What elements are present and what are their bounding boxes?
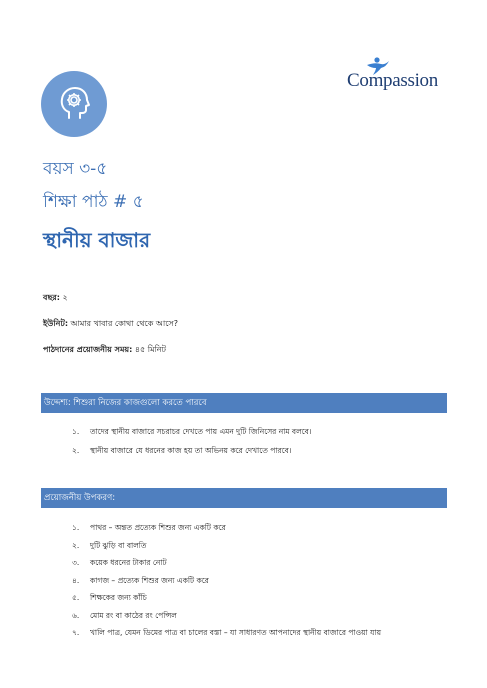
year-value: ২ [59, 293, 68, 302]
page-title: স্থানীয় বাজার [43, 228, 151, 252]
list-number: ২. [72, 446, 80, 455]
list-text: খালি পাত্র, যেমন ডিমের পাত্র বা চালের বস্তা – যা সাধারণত আপনাদের স্থানীয় বাজারে পাওয়া যায় [90, 628, 382, 637]
meta-year [43, 292, 68, 305]
meta-time [43, 344, 166, 357]
list-number: ৭. [72, 628, 80, 637]
list-item [72, 519, 381, 537]
materials-heading: প্রয়োজনীয় উপকরণ: [41, 488, 447, 508]
unit-label: ইউনিট: [43, 319, 69, 328]
time-value: ৪৫ মিনিট [132, 345, 166, 354]
list-item [72, 537, 381, 555]
age-heading: বয়স ৩-৫ [43, 159, 108, 179]
list-text: কাগজ – প্রত্যেক শিশুর জন্য একটি করে [90, 575, 209, 585]
list-number: ৬. [72, 610, 80, 620]
list-number: ১. [72, 523, 80, 532]
list-number: ৩. [72, 558, 80, 567]
list-item [72, 554, 381, 572]
list-text: স্থানীয় বাজারে যে ধরনের কাজ হয় তা অভিনয় করে দেখাতে পারবে। [90, 446, 292, 455]
list-number: ৫. [72, 593, 80, 602]
list-text: দুটি ঝুড়ি বা বালতি [90, 540, 147, 550]
list-item [72, 589, 381, 607]
head-gear-icon-svg [54, 84, 94, 124]
head-gear-icon [41, 71, 107, 137]
objective-heading: উদ্দেশ্য: শিশুরা নিজের কাজগুলো করতে পারবে [41, 393, 447, 413]
list-text: শিক্ষকের জন্য কাঁচি [90, 593, 147, 602]
list-item [72, 624, 381, 642]
list-text: মোম রং বা কাঠের রং পেন্সিল [90, 610, 177, 620]
list-number: ৪. [72, 575, 80, 585]
lesson-heading: শিক্ষা পাঠ # ৫ [43, 192, 144, 212]
list-text: তাদের স্থানীয় বাজারে সচরাচর দেখতে পায় এমন দুটি জিনিসের নাম বলবে। [90, 427, 312, 436]
list-item [72, 422, 312, 441]
objective-list [72, 422, 312, 460]
year-label: বছর: [43, 293, 60, 302]
compassion-logo [347, 56, 447, 96]
list-text: পাথর – অন্তত প্রত্যেক শিশুর জন্য একটি করে [90, 523, 226, 532]
list-number: ২. [72, 540, 80, 550]
list-item [72, 572, 381, 590]
logo-text: Compassion [347, 70, 438, 91]
time-label: পাঠদানের প্রয়োজনীয় সময়: [43, 345, 133, 354]
meta-unit [43, 318, 178, 331]
list-item [72, 607, 381, 625]
unit-value: আমার খাবার কোথা থেকে আসে? [68, 319, 178, 328]
list-item [72, 441, 312, 460]
materials-list [72, 519, 381, 642]
list-text: কয়েক ধরনের টাকার নোট [90, 558, 167, 567]
list-number: ১. [72, 427, 80, 436]
